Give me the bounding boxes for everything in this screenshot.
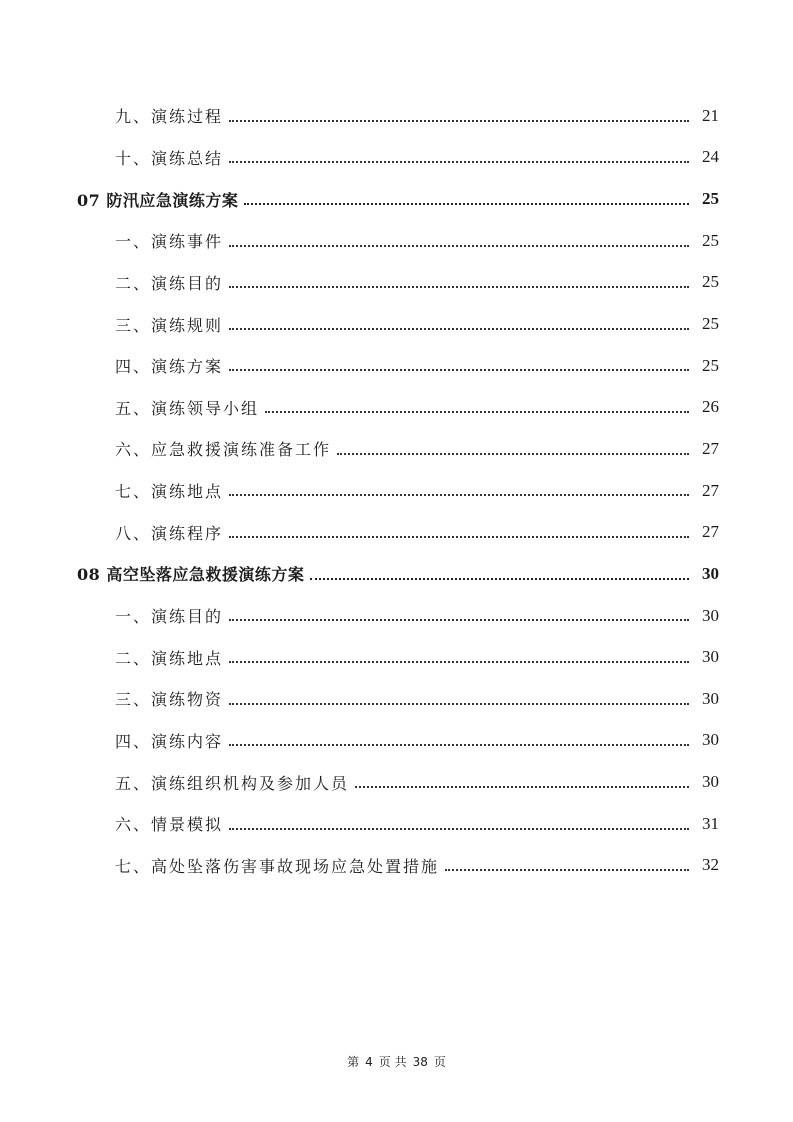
toc-entry-page: 25	[702, 355, 719, 375]
toc-entry-title: 六、情景模拟	[115, 815, 224, 835]
toc-entry-title: 五、演练领导小组	[115, 398, 260, 418]
toc-dot-leader	[229, 660, 689, 663]
toc-entry[interactable]	[0, 95, 793, 137]
toc-entry-title: 一、演练目的	[115, 607, 224, 626]
toc-entry-page: 24	[702, 147, 719, 167]
toc-section-page: 30	[702, 563, 719, 583]
toc-entry[interactable]	[0, 720, 793, 762]
toc-entry-page: 32	[702, 855, 719, 875]
footer-suffix: 页	[433, 1055, 446, 1069]
toc-entry[interactable]	[0, 386, 793, 428]
toc-entry[interactable]	[0, 262, 793, 304]
footer-current-page: 4	[365, 1055, 373, 1069]
toc-entry-title: 七、演练地点	[115, 482, 224, 502]
toc-dot-leader	[229, 327, 689, 330]
toc-entry-title: 七、高处坠落伤害事故现场应急处置措施	[115, 856, 440, 876]
toc-entry-page: 26	[702, 397, 719, 417]
toc-dot-leader	[244, 202, 689, 205]
toc-entry[interactable]	[0, 845, 793, 887]
toc-entry-page: 25	[702, 272, 719, 292]
toc-entry[interactable]	[0, 345, 793, 387]
toc-entry-page: 30	[702, 647, 719, 667]
toc-dot-leader	[265, 410, 689, 413]
toc-entry-page: 27	[702, 438, 719, 458]
toc-entry[interactable]	[0, 220, 793, 262]
toc-dot-leader	[229, 535, 689, 538]
toc-entry-page: 31	[702, 813, 719, 833]
toc-dot-leader	[310, 577, 689, 580]
toc-entry[interactable]	[0, 137, 793, 179]
toc-entry-page: 27	[702, 480, 719, 500]
toc-entry-title: 三、演练规则	[115, 315, 224, 335]
toc-entry[interactable]	[0, 428, 793, 470]
toc-entry[interactable]	[0, 761, 793, 803]
toc-entry-title: 十、演练总结	[115, 148, 224, 168]
footer-prefix: 第	[347, 1055, 360, 1069]
toc-entry-title: 八、演练程序	[115, 523, 224, 543]
toc-entry-page: 21	[702, 105, 719, 125]
toc-entry-page: 25	[702, 314, 719, 334]
toc-dot-leader	[229, 285, 689, 288]
toc-entry-title: 二、演练地点	[115, 648, 224, 668]
toc-entry[interactable]	[0, 803, 793, 845]
toc-entry[interactable]	[0, 636, 793, 678]
toc-entry-title: 六、应急救援演练准备工作	[115, 440, 332, 460]
toc-entry[interactable]	[0, 678, 793, 720]
toc-entry-title: 二、演练目的	[115, 273, 224, 293]
footer-total-pages: 38	[412, 1055, 428, 1069]
toc-entry-page: 30	[702, 605, 719, 625]
toc-entry-page: 30	[702, 688, 719, 708]
toc-entry-page: 27	[702, 522, 719, 542]
toc-dot-leader	[229, 119, 689, 122]
toc-dot-leader	[229, 827, 689, 830]
toc-entry[interactable]	[0, 470, 793, 512]
toc-entry-title: 五、演练组织机构及参加人员	[115, 773, 350, 793]
toc-dot-leader	[229, 160, 689, 163]
toc-entry-title: 四、演练方案	[115, 357, 224, 377]
toc-entry[interactable]	[0, 303, 793, 345]
toc-entry-page: 30	[702, 772, 719, 792]
toc-entry-title: 一、演练事件	[115, 232, 224, 252]
footer-middle: 页 共	[378, 1055, 407, 1069]
toc-dot-leader	[229, 618, 689, 621]
toc-dot-leader	[445, 868, 689, 871]
toc-entry-title: 四、演练内容	[115, 731, 224, 751]
toc-dot-leader	[355, 785, 689, 788]
toc-section-title: 07 防汛应急演练方案	[77, 190, 239, 210]
toc-entry[interactable]	[0, 511, 793, 553]
toc-dot-leader	[229, 244, 689, 247]
toc-dot-leader	[229, 702, 689, 705]
toc-dot-leader	[229, 493, 689, 496]
toc-dot-leader	[229, 368, 689, 371]
toc-section-heading[interactable]	[0, 553, 793, 595]
toc-section-title: 08 高空坠落应急救援演练方案	[77, 565, 305, 585]
toc-entry[interactable]	[0, 595, 793, 637]
toc-dot-leader	[229, 743, 689, 746]
toc-section-page: 25	[702, 189, 719, 209]
toc-entry-title: 九、演练过程	[115, 107, 224, 127]
table-of-contents	[0, 95, 793, 886]
page-footer	[0, 1053, 793, 1070]
toc-entry-page: 30	[702, 730, 719, 750]
toc-dot-leader	[337, 452, 689, 455]
toc-entry-page: 25	[702, 230, 719, 250]
toc-section-heading[interactable]	[0, 178, 793, 220]
toc-entry-title: 三、演练物资	[115, 690, 224, 710]
